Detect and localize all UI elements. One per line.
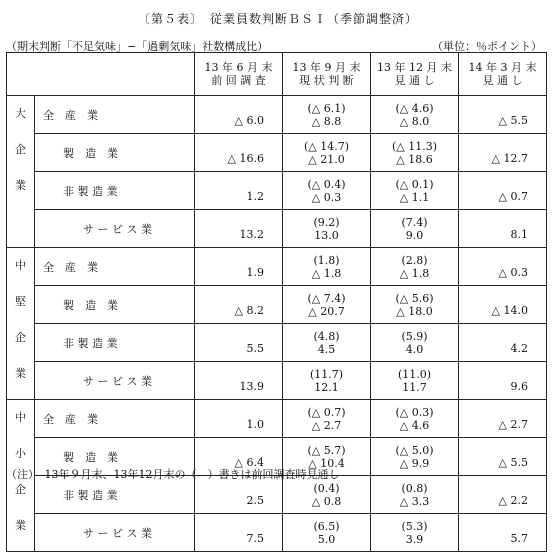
cell-prev: △ 6.0: [195, 96, 283, 134]
cell-next: △ 5.5: [459, 438, 547, 476]
cell-prev: 1.9: [195, 248, 283, 286]
cell-next: △ 2.7: [459, 400, 547, 438]
cell-prev: △ 6.4: [195, 438, 283, 476]
col-header-4: 14 年 3 月 末 見 通 し: [459, 53, 547, 96]
cell-col3: (△ 0.1) △ 1.1: [371, 172, 459, 210]
table-row: [7, 210, 547, 248]
cell-col3: (△ 5.6) △ 18.0: [371, 286, 459, 324]
cell-col3: (0.8) △ 3.3: [371, 476, 459, 514]
col-header-1: 13 年 6 月 末 前 回 調 査: [195, 53, 283, 96]
cell-col2: (△ 7.4) △ 20.7: [283, 286, 371, 324]
header-row: [7, 53, 547, 96]
cell-next: 5.7: [459, 514, 547, 552]
cell-next: 9.6: [459, 362, 547, 400]
cell-col3: (5.3) 3.9: [371, 514, 459, 552]
cell-prev: 13.2: [195, 210, 283, 248]
row-label: 全 産 業: [35, 400, 195, 438]
cell-prev: △ 16.6: [195, 134, 283, 172]
col-header-3: 13 年 12 月 末 見 通 し: [371, 53, 459, 96]
table-row: [7, 286, 547, 324]
cell-col2: (6.5) 5.0: [283, 514, 371, 552]
cell-prev: 1.0: [195, 400, 283, 438]
group-label: 中 堅 企 業: [7, 248, 35, 400]
row-label: 全 産 業: [35, 248, 195, 286]
cell-col2: (△ 14.7) △ 21.0: [283, 134, 371, 172]
cell-prev: 13.9: [195, 362, 283, 400]
cell-col2: (1.8) △ 1.8: [283, 248, 371, 286]
table-row: [7, 400, 547, 438]
table-subtitle: （期末判断「不足気味」−「過剰気味」社数構成比）: [6, 40, 269, 53]
cell-col2: (9.2) 13.0: [283, 210, 371, 248]
row-label: サ ー ビ ス 業: [35, 362, 195, 400]
cell-prev: 2.5: [195, 476, 283, 514]
group-label: 中 小 企 業: [7, 400, 35, 552]
cell-next: △ 2.2: [459, 476, 547, 514]
table-row: [7, 324, 547, 362]
cell-col3: (2.8) △ 1.8: [371, 248, 459, 286]
unit-label: （単位：％ポイント）: [432, 40, 542, 53]
row-label: 非 製 造 業: [35, 172, 195, 210]
footnote: （注） 13年９月末、13年12月末の（ ）書きは前回調査時見通し: [6, 468, 340, 481]
cell-col3: (11.0) 11.7: [371, 362, 459, 400]
cell-col2: (11.7) 12.1: [283, 362, 371, 400]
cell-prev: 5.5: [195, 324, 283, 362]
table-row: [7, 172, 547, 210]
row-label: 全 産 業: [35, 96, 195, 134]
row-label: 製 造 業: [35, 134, 195, 172]
cell-col2: (△ 6.1) △ 8.8: [283, 96, 371, 134]
table-row: [7, 134, 547, 172]
row-label: 製 造 業: [35, 438, 195, 476]
table-row: [7, 96, 547, 134]
cell-col2: (△ 0.4) △ 0.3: [283, 172, 371, 210]
table-row: [7, 362, 547, 400]
table-row: [7, 248, 547, 286]
row-label: サ ー ビ ス 業: [35, 514, 195, 552]
cell-col3: (△ 5.0) △ 9.9: [371, 438, 459, 476]
group-label: 大 企 業: [7, 96, 35, 248]
cell-next: △ 12.7: [459, 134, 547, 172]
cell-col2: (4.8) 4.5: [283, 324, 371, 362]
cell-next: △ 5.5: [459, 96, 547, 134]
row-label: 非 製 造 業: [35, 324, 195, 362]
col-header-2: 13 年 9 月 末 現 状 判 断: [283, 53, 371, 96]
cell-col3: (△ 4.6) △ 8.0: [371, 96, 459, 134]
cell-col2: (0.4) △ 0.8: [283, 476, 371, 514]
cell-next: 8.1: [459, 210, 547, 248]
row-label: 非 製 造 業: [35, 476, 195, 514]
cell-next: △ 0.3: [459, 248, 547, 286]
cell-col3: (5.9) 4.0: [371, 324, 459, 362]
row-label: 製 造 業: [35, 286, 195, 324]
cell-col3: (7.4) 9.0: [371, 210, 459, 248]
cell-prev: 7.5: [195, 514, 283, 552]
table-row: [7, 514, 547, 552]
cell-col2: (△ 0.7) △ 2.7: [283, 400, 371, 438]
cell-col3: (△ 11.3) △ 18.6: [371, 134, 459, 172]
cell-col2: (△ 5.7) △ 10.4: [283, 438, 371, 476]
cell-prev: △ 8.2: [195, 286, 283, 324]
cell-next: △ 0.7: [459, 172, 547, 210]
cell-next: 4.2: [459, 324, 547, 362]
header-blank: [7, 53, 195, 96]
row-label: サ ー ビ ス 業: [35, 210, 195, 248]
cell-prev: 1.2: [195, 172, 283, 210]
table-title: 〔第５表〕 従業員数判断ＢＳＩ（季節調整済）: [137, 12, 418, 26]
cell-col3: (△ 0.3) △ 4.6: [371, 400, 459, 438]
cell-next: △ 14.0: [459, 286, 547, 324]
